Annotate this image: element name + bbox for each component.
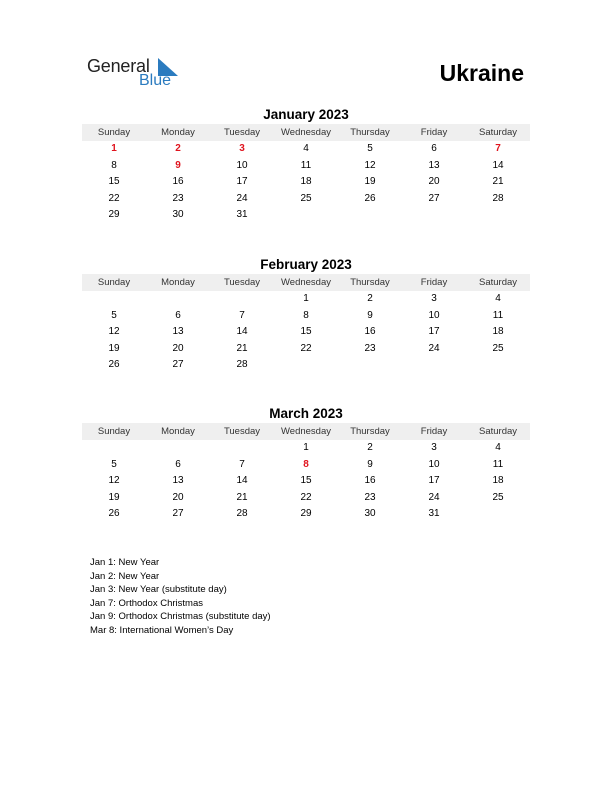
week-row bbox=[82, 490, 530, 507]
day-cell: 14 bbox=[236, 475, 248, 486]
weekday-label: Thursday bbox=[350, 426, 390, 437]
day-cell: 3 bbox=[431, 293, 437, 304]
day-cell: 13 bbox=[172, 475, 184, 486]
day-cell: 11 bbox=[492, 309, 504, 321]
day-cell: 9 bbox=[367, 309, 373, 321]
weekday-label: Tuesday bbox=[223, 426, 261, 437]
day-cell: 25 bbox=[492, 491, 504, 503]
day-cell bbox=[146, 291, 210, 308]
holiday-list-item: Mar 8: International Women’s Day bbox=[90, 624, 234, 636]
day-cell: 21 bbox=[492, 176, 504, 187]
week-row bbox=[82, 141, 530, 158]
day-cell: 7 bbox=[239, 458, 245, 470]
weekday-label: Sunday bbox=[97, 277, 131, 288]
day-cell: 18 bbox=[492, 326, 504, 337]
week-row bbox=[82, 291, 530, 308]
month-calendar bbox=[82, 256, 530, 374]
day-cell bbox=[274, 357, 338, 374]
day-cell: 13 bbox=[172, 326, 184, 337]
day-cell: 17 bbox=[236, 176, 248, 187]
day-cell: 5 bbox=[111, 309, 117, 321]
day-cell: 24 bbox=[428, 491, 440, 503]
day-cell: 19 bbox=[108, 491, 120, 503]
day-cell: 6 bbox=[175, 309, 181, 321]
day-cell: 8 bbox=[111, 159, 117, 171]
weekday-label: Sunday bbox=[97, 426, 131, 437]
week-row bbox=[82, 191, 530, 208]
day-cell: 16 bbox=[364, 475, 376, 486]
week-row bbox=[82, 440, 530, 457]
day-cell: 11 bbox=[492, 458, 504, 470]
day-cell: 13 bbox=[428, 159, 440, 171]
day-cell: 2 bbox=[367, 442, 373, 453]
day-cell: 28 bbox=[492, 192, 504, 204]
week-row bbox=[82, 357, 530, 374]
day-cell: 1 bbox=[303, 442, 309, 453]
holiday-list-item: Jan 2: New Year bbox=[90, 570, 160, 582]
day-cell: 18 bbox=[300, 176, 312, 187]
day-cell: 19 bbox=[108, 342, 120, 354]
logo-word-general: General bbox=[87, 56, 150, 76]
weekday-label: Wednesday bbox=[281, 277, 331, 288]
day-cell: 30 bbox=[172, 209, 184, 220]
day-cell: 24 bbox=[236, 192, 248, 204]
country-title: Ukraine bbox=[439, 60, 524, 86]
generalblue-logo bbox=[87, 56, 187, 92]
day-cell: 1 bbox=[303, 293, 309, 304]
week-row bbox=[82, 158, 530, 175]
holiday-day-cell: 8 bbox=[303, 458, 309, 470]
holiday-day-cell: 3 bbox=[239, 143, 245, 154]
day-cell: 26 bbox=[108, 359, 120, 370]
day-cell: 14 bbox=[492, 159, 504, 171]
day-cell: 25 bbox=[300, 192, 312, 204]
day-cell: 20 bbox=[172, 342, 184, 354]
day-cell: 24 bbox=[428, 342, 440, 354]
weekday-label: Sunday bbox=[97, 127, 131, 138]
day-cell: 26 bbox=[364, 192, 376, 204]
holiday-day-cell: 2 bbox=[175, 143, 181, 154]
day-cell: 6 bbox=[431, 143, 437, 154]
weekday-label: Thursday bbox=[350, 277, 390, 288]
weekday-label: Friday bbox=[420, 277, 448, 288]
day-cell: 23 bbox=[172, 192, 184, 204]
day-cell: 16 bbox=[172, 176, 184, 187]
day-cell: 4 bbox=[495, 442, 501, 453]
month-title: March 2023 bbox=[269, 406, 343, 421]
day-cell: 30 bbox=[364, 508, 376, 519]
day-cell: 23 bbox=[364, 491, 376, 503]
day-cell: 29 bbox=[108, 209, 120, 220]
day-cell bbox=[402, 207, 466, 224]
day-cell: 4 bbox=[495, 293, 501, 304]
day-cell: 21 bbox=[236, 342, 248, 354]
holiday-day-cell: 1 bbox=[111, 143, 117, 154]
day-cell: 17 bbox=[428, 475, 440, 486]
day-cell: 2 bbox=[367, 293, 373, 304]
day-cell: 10 bbox=[236, 159, 248, 171]
weekday-label: Monday bbox=[161, 277, 195, 288]
day-cell: 10 bbox=[428, 458, 440, 470]
day-cell: 25 bbox=[492, 342, 504, 354]
day-cell: 23 bbox=[364, 342, 376, 354]
day-cell bbox=[274, 207, 338, 224]
weekday-label: Friday bbox=[420, 426, 448, 437]
weekday-label: Tuesday bbox=[223, 277, 261, 288]
weekday-label: Wednesday bbox=[281, 426, 331, 437]
week-row bbox=[82, 207, 530, 224]
week-row bbox=[82, 324, 530, 341]
month-calendar bbox=[82, 106, 530, 224]
day-cell bbox=[338, 207, 402, 224]
day-cell: 21 bbox=[236, 491, 248, 503]
day-cell: 15 bbox=[300, 475, 312, 486]
week-row bbox=[82, 457, 530, 474]
day-cell: 6 bbox=[175, 458, 181, 470]
day-cell: 27 bbox=[428, 192, 440, 204]
weekday-header-row bbox=[82, 274, 530, 291]
day-cell: 17 bbox=[428, 326, 440, 337]
day-cell: 28 bbox=[236, 359, 248, 370]
day-cell: 22 bbox=[300, 342, 312, 354]
day-cell: 29 bbox=[300, 508, 312, 519]
day-cell bbox=[402, 357, 466, 374]
month-title: February 2023 bbox=[260, 257, 352, 272]
day-cell: 5 bbox=[367, 143, 373, 154]
day-cell: 11 bbox=[300, 159, 312, 171]
holiday-day-cell: 7 bbox=[495, 143, 501, 154]
month-calendar bbox=[82, 405, 530, 523]
day-cell: 4 bbox=[303, 143, 309, 154]
weekday-header-row bbox=[82, 124, 530, 141]
weekday-label: Wednesday bbox=[281, 127, 331, 138]
day-cell: 22 bbox=[108, 192, 120, 204]
weekday-label: Thursday bbox=[350, 127, 390, 138]
holiday-list-item: Jan 7: Orthodox Christmas bbox=[90, 597, 203, 609]
weekday-label: Friday bbox=[420, 127, 448, 138]
day-cell: 5 bbox=[111, 458, 117, 470]
day-cell bbox=[466, 357, 530, 374]
day-cell: 7 bbox=[239, 309, 245, 321]
day-cell: 9 bbox=[367, 458, 373, 470]
week-row bbox=[82, 341, 530, 358]
day-cell: 31 bbox=[236, 209, 248, 220]
day-cell: 3 bbox=[431, 442, 437, 453]
day-cell: 19 bbox=[364, 176, 376, 187]
week-row bbox=[82, 506, 530, 523]
weekday-label: Saturday bbox=[478, 127, 518, 138]
day-cell: 15 bbox=[108, 176, 120, 187]
day-cell: 16 bbox=[364, 326, 376, 337]
holiday-list bbox=[90, 556, 271, 638]
holiday-day-cell: 9 bbox=[175, 159, 181, 171]
day-cell bbox=[210, 291, 274, 308]
day-cell: 12 bbox=[108, 326, 120, 337]
day-cell: 14 bbox=[236, 326, 248, 337]
day-cell: 20 bbox=[172, 491, 184, 503]
day-cell: 20 bbox=[428, 176, 440, 187]
day-cell bbox=[146, 440, 210, 457]
holiday-list-item: Jan 9: Orthodox Christmas (substitute day) bbox=[90, 611, 271, 623]
day-cell: 27 bbox=[172, 359, 184, 370]
weekday-label: Monday bbox=[161, 127, 195, 138]
weekday-label: Tuesday bbox=[223, 127, 261, 138]
day-cell: 22 bbox=[300, 491, 312, 503]
day-cell: 31 bbox=[428, 508, 440, 519]
weekday-header-row bbox=[82, 423, 530, 440]
day-cell bbox=[466, 506, 530, 523]
day-cell: 28 bbox=[236, 508, 248, 519]
day-cell: 27 bbox=[172, 508, 184, 519]
weekday-label: Saturday bbox=[478, 277, 518, 288]
day-cell: 26 bbox=[108, 508, 120, 519]
weekday-label: Monday bbox=[161, 426, 195, 437]
week-row bbox=[82, 308, 530, 325]
day-cell: 10 bbox=[428, 309, 440, 321]
day-cell bbox=[466, 207, 530, 224]
week-row bbox=[82, 174, 530, 191]
weekday-label: Saturday bbox=[478, 426, 518, 437]
month-title: January 2023 bbox=[263, 107, 349, 122]
week-row bbox=[82, 473, 530, 490]
day-cell bbox=[210, 440, 274, 457]
day-cell bbox=[82, 291, 146, 308]
day-cell: 18 bbox=[492, 475, 504, 486]
day-cell: 15 bbox=[300, 326, 312, 337]
day-cell: 12 bbox=[364, 159, 376, 171]
day-cell bbox=[82, 440, 146, 457]
logo-word-blue: Blue bbox=[139, 72, 172, 89]
day-cell bbox=[338, 357, 402, 374]
day-cell: 8 bbox=[303, 309, 309, 321]
day-cell: 12 bbox=[108, 475, 120, 486]
holiday-list-item: Jan 3: New Year (substitute day) bbox=[90, 584, 227, 596]
holiday-list-item: Jan 1: New Year bbox=[90, 557, 160, 568]
